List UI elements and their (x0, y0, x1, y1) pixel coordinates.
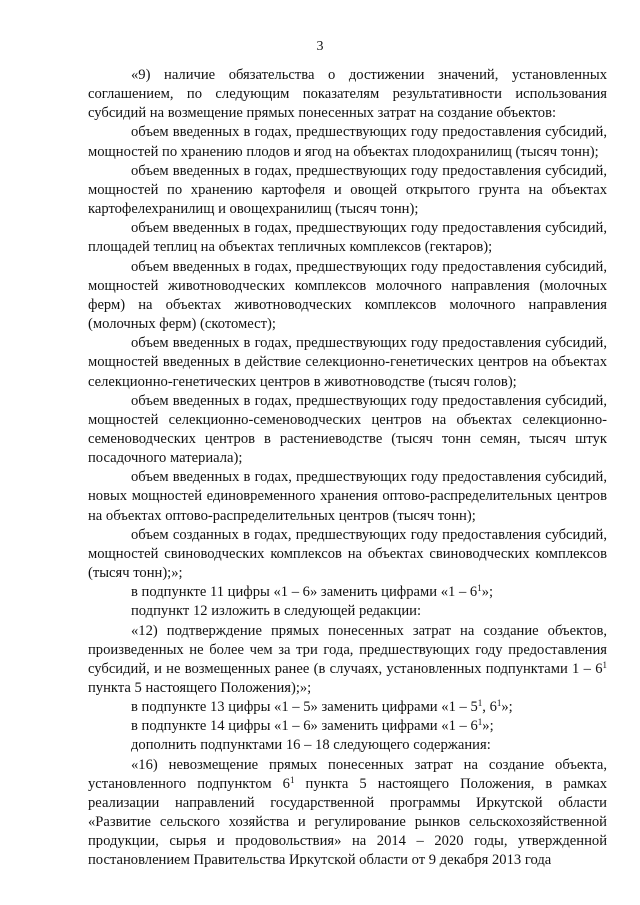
paragraph: объем введенных в годах, предшествующих году предоставления субсидий, новых мощностей единовременного хранения оптово-распределительных центров на объектах оптово-распределительных центров (тысяч тонн); (88, 469, 607, 524)
paragraph: объем введенных в годах, предшествующих году предоставления субсидий, площадей теплиц на объектах тепличных комплексов (гектаров); (88, 220, 607, 256)
superscript: 1 (496, 698, 502, 709)
paragraph: в подпункте 13 цифры «1 – 5» заменить цифрами «$1 - 5^1$, $6^1$»; (131, 698, 513, 716)
paragraph: объем введенных в годах, предшествующих году предоставления субсидий, мощностей животноводческих комплексов молочного направления (молочных ферм) на объектах животноводческих комплексов молочного направления (молочных ферм) (скотомест); (88, 258, 607, 333)
page-number: 3 (316, 39, 324, 54)
paragraph: «12) подтверждение прямых понесенных затрат на создание объектов, произведенных не более чем за три года, предшествующих году предоставления субсидий, и не возмещенных ранее (в случаях, установленных подпунктами $1 - 6^1$ пункта 5 настоящего Положения);»; (88, 622, 607, 696)
superscript: 1 (602, 659, 607, 670)
paragraph: в подпункте 11 цифры «1 – 6» заменить цифрами «$1 - 6^1$»; (131, 583, 494, 601)
superscript: 1 (289, 774, 295, 785)
paragraph: объем введенных в годах, предшествующих году предоставления субсидий, мощностей по хранению плодов и ягод на объектах плодохранилищ (тысяч тонн); (88, 124, 607, 160)
superscript: 1 (477, 717, 483, 728)
paragraph: объем введенных в годах, предшествующих году предоставления субсидий, мощностей селекционно-семеноводческих центров на объектах селекционно-семеноводческих центров в растениеводстве (тысяч тонн семян, тысяч штук посадочного материала); (88, 392, 607, 467)
paragraph: дополнить подпунктами 16 – 18 следующего содержания: (131, 737, 491, 754)
paragraph: подпункт 12 изложить в следующей редакции: (131, 603, 422, 620)
document-body (88, 66, 607, 871)
superscript: 1 (477, 698, 483, 709)
superscript: 1 (477, 583, 482, 594)
paragraph: объем введенных в годах, предшествующих году предоставления субсидий, мощностей введенных в действие селекционно-генетических центров на объектах селекционно-генетических центров в животноводстве (тысяч голов); (88, 335, 607, 390)
paragraph: «16) невозмещение прямых понесенных затрат на создание объекта, установленного подпунктом $6^1$ пункта 5 настоящего Положения, в рамках реализации направлений государственной программы Иркутской области «Развитие сельского хозяйства и регулирование рынков сельскохозяйственной продукции, сырья и продовольствия» на 2014 – 2020 годы, утвержденной постановлением Правительства Иркутской области от 9 декабря 2013 года (88, 756, 608, 869)
paragraph: объем созданных в годах, предшествующих году предоставления субсидий, мощностей свиноводческих комплексов на объектах свиноводческих комплексов (тысяч тонн);»; (88, 526, 607, 582)
paragraph: в подпункте 14 цифры «1 – 6» заменить цифрами «$1 - 6^1$»; (131, 717, 494, 735)
paragraph: «9) наличие обязательства о достижении значений, установленных соглашением, по следующим показателям результативности использования субсидий на возмещение прямых понесенных затрат на создание объектов: (88, 67, 607, 122)
paragraph: объем введенных в годах, предшествующих году предоставления субсидий, мощностей по хранению картофеля и овощей открытого грунта на объектах картофелехранилищ и овощехранилищ (тысяч тонн); (88, 162, 607, 218)
